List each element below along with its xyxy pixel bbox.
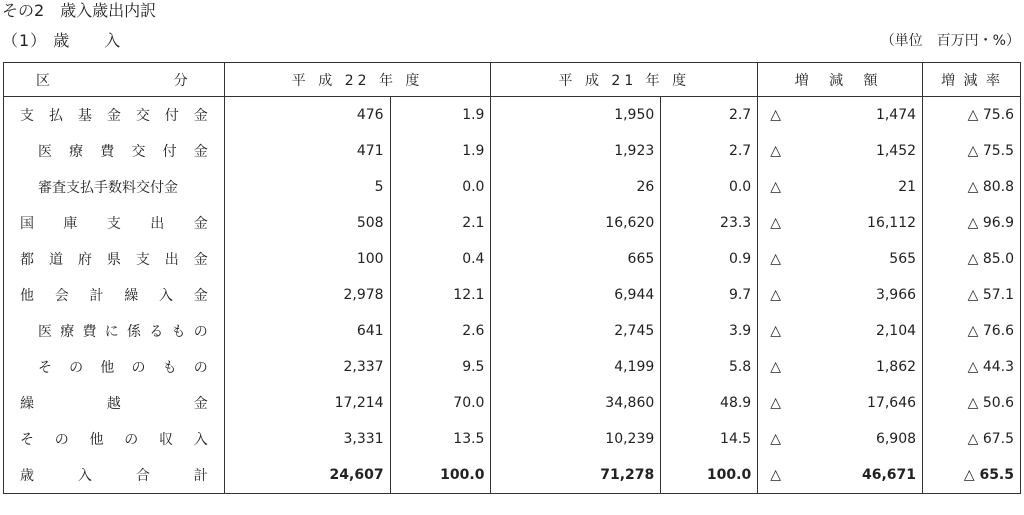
table-row (4, 241, 1021, 277)
share-h21: 0.0 (661, 169, 758, 205)
share-h22: 1.9 (390, 133, 491, 169)
share-h21: 0.9 (661, 241, 758, 277)
change-rate: △ 50.6 (923, 385, 1021, 421)
share-h21: 48.9 (661, 385, 758, 421)
row-label: 他会計繰入金 (20, 288, 208, 304)
decrease-triangle: △ (770, 323, 781, 339)
share-h22: 2.1 (390, 205, 491, 241)
change-value: 1,474 (875, 107, 917, 123)
change-value: 16,112 (867, 215, 917, 231)
table-row (4, 349, 1021, 385)
table-row (4, 313, 1021, 349)
value-h21: 665 (491, 241, 661, 277)
value-h22: 5 (224, 169, 390, 205)
header-h22: 平 成 22 年 度 (224, 63, 491, 97)
change-amount (758, 277, 923, 313)
decrease-triangle: △ (770, 395, 781, 411)
table-row (4, 169, 1021, 205)
value-h21: 1,950 (491, 97, 661, 134)
decrease-triangle: △ (770, 467, 781, 483)
header-h21: 平 成 21 年 度 (491, 63, 758, 97)
table-row (4, 385, 1021, 421)
value-h21: 10,239 (491, 421, 661, 457)
change-amount (758, 349, 923, 385)
unit-label: （単位 百万円・%） (880, 33, 1020, 49)
row-label: 歳入合計 (20, 468, 208, 484)
share-h22: 9.5 (390, 349, 491, 385)
value-h22: 476 (224, 97, 390, 134)
share-h21: 2.7 (661, 133, 758, 169)
share-h22: 12.1 (390, 277, 491, 313)
revenue-table (3, 62, 1021, 494)
change-rate: △ 80.8 (923, 169, 1021, 205)
change-amount (758, 457, 923, 494)
change-value: 3,966 (875, 287, 917, 303)
row-label: 審査支払手数料交付金 (38, 180, 178, 196)
share-h21: 14.5 (661, 421, 758, 457)
change-amount (758, 205, 923, 241)
share-h21: 3.9 (661, 313, 758, 349)
row-label: 医療費に係るもの (38, 324, 208, 340)
header-row (4, 63, 1021, 97)
value-h21: 4,199 (491, 349, 661, 385)
table-row (4, 421, 1021, 457)
value-h22: 100 (224, 241, 390, 277)
change-amount (758, 241, 923, 277)
value-h22: 24,607 (224, 457, 390, 494)
change-rate: △ 76.6 (923, 313, 1021, 349)
change-value: 2,104 (875, 323, 917, 339)
share-h21: 9.7 (661, 277, 758, 313)
value-h22: 508 (224, 205, 390, 241)
value-h22: 641 (224, 313, 390, 349)
decrease-triangle: △ (770, 107, 781, 123)
change-value: 6,908 (875, 431, 917, 447)
change-rate: △ 75.5 (923, 133, 1021, 169)
row-label: 支払基金交付金 (20, 108, 208, 124)
section-subtitle: （1） 歳 入 (2, 31, 122, 50)
header-change: 増 減 額 (758, 63, 923, 97)
value-h21: 2,745 (491, 313, 661, 349)
share-h22: 100.0 (390, 457, 491, 494)
change-rate: △ 65.5 (923, 457, 1021, 494)
table-row (4, 97, 1021, 134)
decrease-triangle: △ (770, 179, 781, 195)
value-h21: 1,923 (491, 133, 661, 169)
change-amount (758, 421, 923, 457)
row-label: そ の 他 の 収 入 (20, 432, 208, 448)
value-h21: 34,860 (491, 385, 661, 421)
table-row (4, 457, 1021, 494)
share-h21: 2.7 (661, 97, 758, 134)
row-label: 都道府県支出金 (20, 252, 208, 268)
decrease-triangle: △ (770, 143, 781, 159)
change-value: 565 (889, 251, 917, 267)
row-label: 医療費交付金 (38, 144, 208, 160)
header-category (4, 63, 225, 97)
value-h21: 26 (491, 169, 661, 205)
decrease-triangle: △ (770, 251, 781, 267)
change-rate: △ 85.0 (923, 241, 1021, 277)
table-row (4, 133, 1021, 169)
decrease-triangle: △ (770, 287, 781, 303)
change-value: 17,646 (867, 395, 917, 411)
section-title: その2 歳入歳出内訳 (2, 1, 157, 20)
header-category-b: 分 (173, 72, 188, 89)
change-amount (758, 97, 923, 134)
change-rate: △ 44.3 (923, 349, 1021, 385)
change-amount (758, 385, 923, 421)
value-h21: 16,620 (491, 205, 661, 241)
change-rate: △ 75.6 (923, 97, 1021, 134)
share-h22: 0.4 (390, 241, 491, 277)
value-h22: 3,331 (224, 421, 390, 457)
share-h22: 70.0 (390, 385, 491, 421)
header-rate: 増 減 率 (923, 63, 1021, 97)
value-h22: 471 (224, 133, 390, 169)
value-h22: 2,978 (224, 277, 390, 313)
share-h22: 13.5 (390, 421, 491, 457)
table-row (4, 205, 1021, 241)
share-h21: 5.8 (661, 349, 758, 385)
change-value: 21 (898, 179, 917, 195)
change-amount (758, 133, 923, 169)
row-label: 国庫支出金 (20, 216, 208, 232)
value-h21: 71,278 (491, 457, 661, 494)
row-label: 繰越金 (20, 396, 208, 412)
change-value: 1,862 (875, 359, 917, 375)
share-h22: 1.9 (390, 97, 491, 134)
share-h22: 0.0 (390, 169, 491, 205)
share-h21: 23.3 (661, 205, 758, 241)
row-label: そ の 他 の も の (38, 360, 208, 376)
change-value: 1,452 (875, 143, 917, 159)
decrease-triangle: △ (770, 431, 781, 447)
change-rate: △ 67.5 (923, 421, 1021, 457)
decrease-triangle: △ (770, 359, 781, 375)
header-category-a: 区 (36, 72, 50, 89)
share-h22: 2.6 (390, 313, 491, 349)
table-row (4, 277, 1021, 313)
change-rate: △ 57.1 (923, 277, 1021, 313)
change-amount (758, 313, 923, 349)
share-h21: 100.0 (661, 457, 758, 494)
change-value: 46,671 (862, 467, 917, 483)
change-amount (758, 169, 923, 205)
value-h22: 2,337 (224, 349, 390, 385)
value-h21: 6,944 (491, 277, 661, 313)
decrease-triangle: △ (770, 215, 781, 231)
value-h22: 17,214 (224, 385, 390, 421)
change-rate: △ 96.9 (923, 205, 1021, 241)
